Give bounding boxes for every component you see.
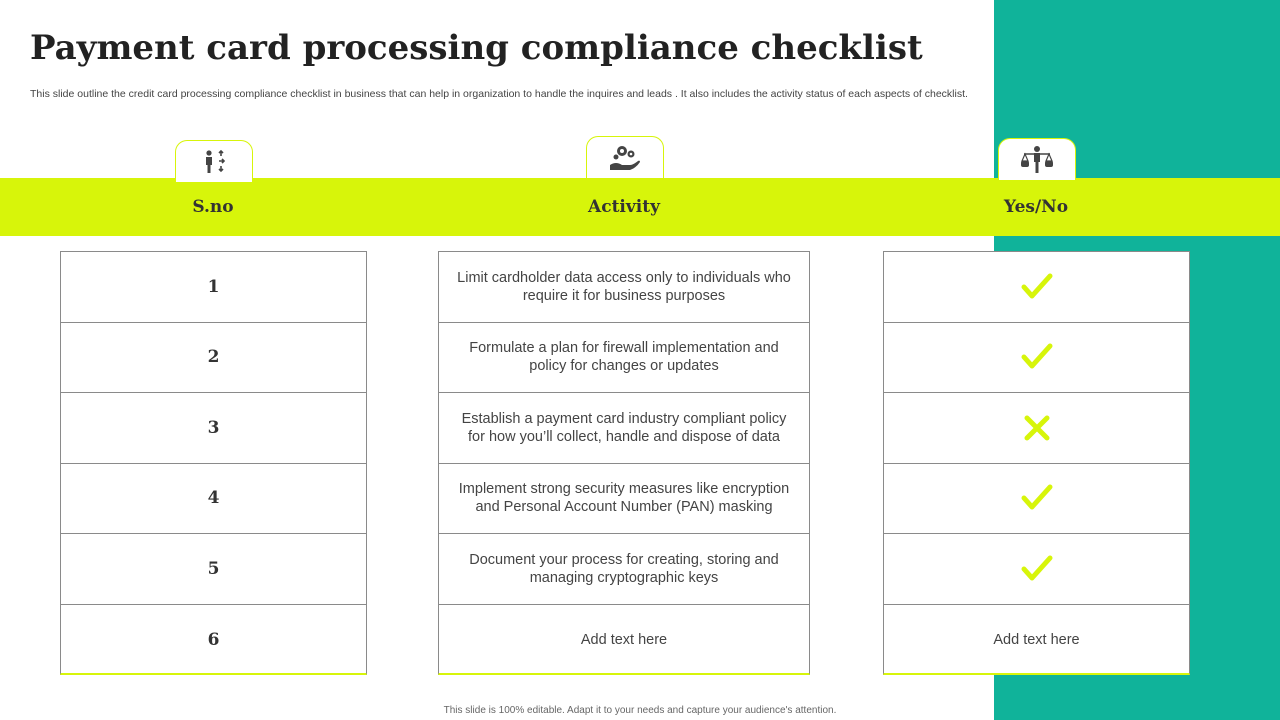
- status-text: Add text here: [993, 631, 1080, 648]
- table-row: [884, 534, 1189, 605]
- sno-icon-tab: [175, 140, 253, 182]
- activity-column: [438, 251, 810, 675]
- table-row: [61, 252, 366, 323]
- table-row: [439, 323, 809, 394]
- row-number: 6: [207, 629, 220, 650]
- person-arrows-icon: [201, 149, 227, 175]
- table-row: [884, 605, 1189, 676]
- person-scales-icon: [1019, 145, 1055, 175]
- table-row: [61, 605, 366, 676]
- footer-note: This slide is 100% editable. Adapt it to your needs and capture your audience's attention.: [443, 705, 837, 716]
- table-row: [439, 252, 809, 323]
- table-row: [884, 323, 1189, 394]
- table-row: [884, 393, 1189, 464]
- activity-text: Implement strong security measures like encryption and Personal Account Number (PAN) masking: [458, 481, 790, 516]
- row-number: 1: [207, 276, 220, 297]
- table-row: [439, 534, 809, 605]
- table-row: [884, 252, 1189, 323]
- activity-icon-tab: [586, 136, 664, 178]
- row-number: 4: [207, 488, 220, 509]
- row-number: 3: [207, 417, 220, 438]
- table-row: [439, 464, 809, 535]
- table-row: [439, 393, 809, 464]
- check-icon: [1020, 342, 1054, 372]
- table-row: [61, 323, 366, 394]
- table-row: [884, 464, 1189, 535]
- header-activity: Activity: [588, 197, 660, 217]
- hand-gears-icon: [608, 143, 642, 173]
- cross-icon: [1022, 413, 1052, 443]
- yesno-column: [883, 251, 1190, 675]
- row-number: 2: [207, 347, 220, 368]
- table-row: [61, 393, 366, 464]
- row-number: 5: [207, 558, 220, 579]
- table-row: [439, 605, 809, 676]
- table-row: [61, 464, 366, 535]
- header-sno: S.no: [192, 197, 234, 217]
- activity-text: Formulate a plan for firewall implementation and policy for changes or updates: [469, 340, 779, 375]
- page-subtitle: This slide outline the credit card processing compliance checklist in business that can help in organization to handle the inquires and leads . It also includes the activity status of each aspects of checklist.: [30, 88, 968, 100]
- activity-text: Limit cardholder data access only to individuals who require it for business purposes: [457, 269, 791, 304]
- yesno-icon-tab: [998, 138, 1076, 180]
- header-yesno: Yes/No: [1003, 197, 1069, 217]
- page-title: Payment card processing compliance checklist: [30, 28, 923, 68]
- sno-column: [60, 251, 367, 675]
- table-row: [61, 534, 366, 605]
- activity-text: Document your process for creating, storing and managing cryptographic keys: [469, 551, 779, 586]
- activity-text: Add text here: [580, 631, 668, 648]
- check-icon: [1020, 483, 1054, 513]
- check-icon: [1020, 554, 1054, 584]
- activity-text: Establish a payment card industry compliant policy for how you’ll collect, handle and dispose of data: [461, 410, 787, 445]
- check-icon: [1020, 272, 1054, 302]
